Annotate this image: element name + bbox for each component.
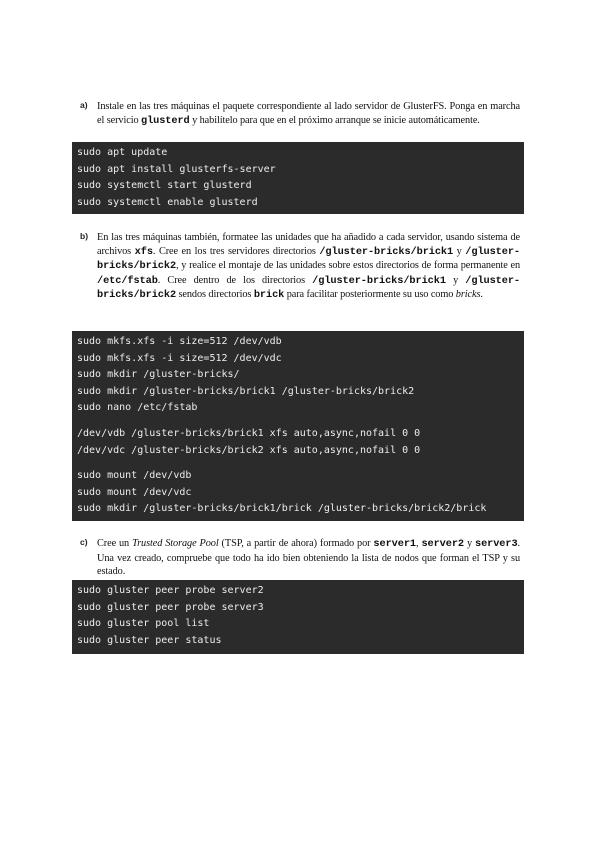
code-line: sudo mount /dev/vdb	[77, 470, 192, 482]
paragraph-text: .	[480, 289, 483, 301]
code-line: sudo gluster peer probe server3	[77, 601, 264, 613]
emphasis-text: bricks	[455, 289, 481, 301]
inline-code: server2	[421, 538, 464, 550]
code-line: sudo mkdir /gluster-bricks/brick1 /gluster-bricks/brick2	[77, 385, 415, 397]
paragraph-text: y	[464, 538, 475, 549]
item-marker: a)	[80, 100, 88, 110]
inline-code: glusterd	[140, 114, 190, 127]
inline-code: brick	[253, 289, 285, 302]
code-line: sudo apt update	[77, 147, 168, 158]
code-line: sudo mkfs.xfs -i size=512 /dev/vdc	[77, 352, 282, 364]
emphasis-text: Trusted Storage Pool	[132, 538, 219, 549]
inline-code: /gluster-bricks/brick2	[97, 274, 520, 302]
paragraph-text: Cree un	[97, 538, 133, 549]
inline-code: /etc/fstab	[97, 274, 158, 287]
paragraph-text: . Cree en los tres servidores directorios	[152, 245, 320, 257]
item-paragraph	[97, 100, 520, 128]
paragraph-text: y habilítelo para que en el próximo arranque se inicie automáticamente.	[189, 114, 480, 126]
code-line: sudo gluster peer status	[77, 634, 222, 646]
code-blank-line	[77, 459, 524, 468]
inline-code: server1	[373, 538, 416, 550]
code-line: sudo gluster peer probe server2	[77, 585, 264, 596]
item-marker: b)	[80, 231, 89, 241]
code-blank-line	[77, 417, 524, 426]
code-line: sudo mount /dev/vdc	[77, 486, 192, 498]
paragraph-text: En las tres máquinas también, formatee las unidades que ha añadido a cada servidor, usando sistema de archivos	[97, 232, 520, 257]
paragraph-text: sendos directorios	[176, 289, 254, 301]
code-line: sudo mkdir /gluster-bricks/	[77, 369, 240, 381]
code-line: sudo systemctl enable glusterd	[77, 196, 258, 208]
item-paragraph	[97, 231, 520, 303]
inline-code: xfs	[134, 245, 153, 258]
code-line: sudo gluster pool list	[77, 618, 210, 630]
paragraph-text: y	[453, 245, 466, 257]
paragraph-text: ,	[415, 538, 422, 549]
paragraph-text: y	[445, 274, 466, 286]
code-line: sudo nano /etc/fstab	[77, 402, 198, 414]
code-line: sudo systemctl start glusterd	[77, 180, 252, 192]
paragraph-text: (TSP, a partir de ahora) formado por	[218, 538, 374, 549]
item-marker: c)	[80, 537, 88, 547]
paragraph-text: . Cree dentro de los directorios	[157, 274, 313, 286]
code-line: /dev/vdc /gluster-bricks/brick2 xfs auto,async,nofail 0 0	[77, 444, 421, 456]
code-line: /dev/vdb /gluster-bricks/brick1 xfs auto,async,nofail 0 0	[77, 427, 421, 439]
paragraph-text: . Una vez creado, compruebe que todo ha ido bien obteniendo la lista de nodos que forman el TSP y su estado.	[97, 538, 521, 578]
inline-code: /gluster-bricks/brick2	[97, 245, 520, 273]
code-line: sudo mkfs.xfs -i size=512 /dev/vdb	[77, 336, 282, 347]
item-paragraph	[97, 537, 520, 579]
paragraph-text: , y realice el montaje de las unidades sobre estos directorios de forma permanente en	[176, 260, 520, 272]
item-a	[80, 100, 520, 128]
paragraph-text: para facilitar posteriormente su uso como	[284, 289, 456, 301]
item-c	[80, 537, 520, 579]
item-b	[80, 231, 520, 303]
inline-code: server3	[474, 538, 518, 550]
code-line: sudo mkdir /gluster-bricks/brick1/brick /gluster-bricks/brick2/brick	[77, 503, 487, 515]
code-block	[72, 580, 524, 654]
paragraph-text: Instale en las tres máquinas el paquete correspondiente al lado servidor de GlusterFS. Ponga en marcha el servicio	[97, 101, 520, 126]
inline-code: /gluster-bricks/brick1	[319, 245, 454, 258]
code-line: sudo apt install glusterfs-server	[77, 163, 276, 175]
inline-code: /gluster-bricks/brick1	[312, 274, 446, 287]
code-block	[72, 142, 524, 214]
code-block	[72, 331, 524, 521]
